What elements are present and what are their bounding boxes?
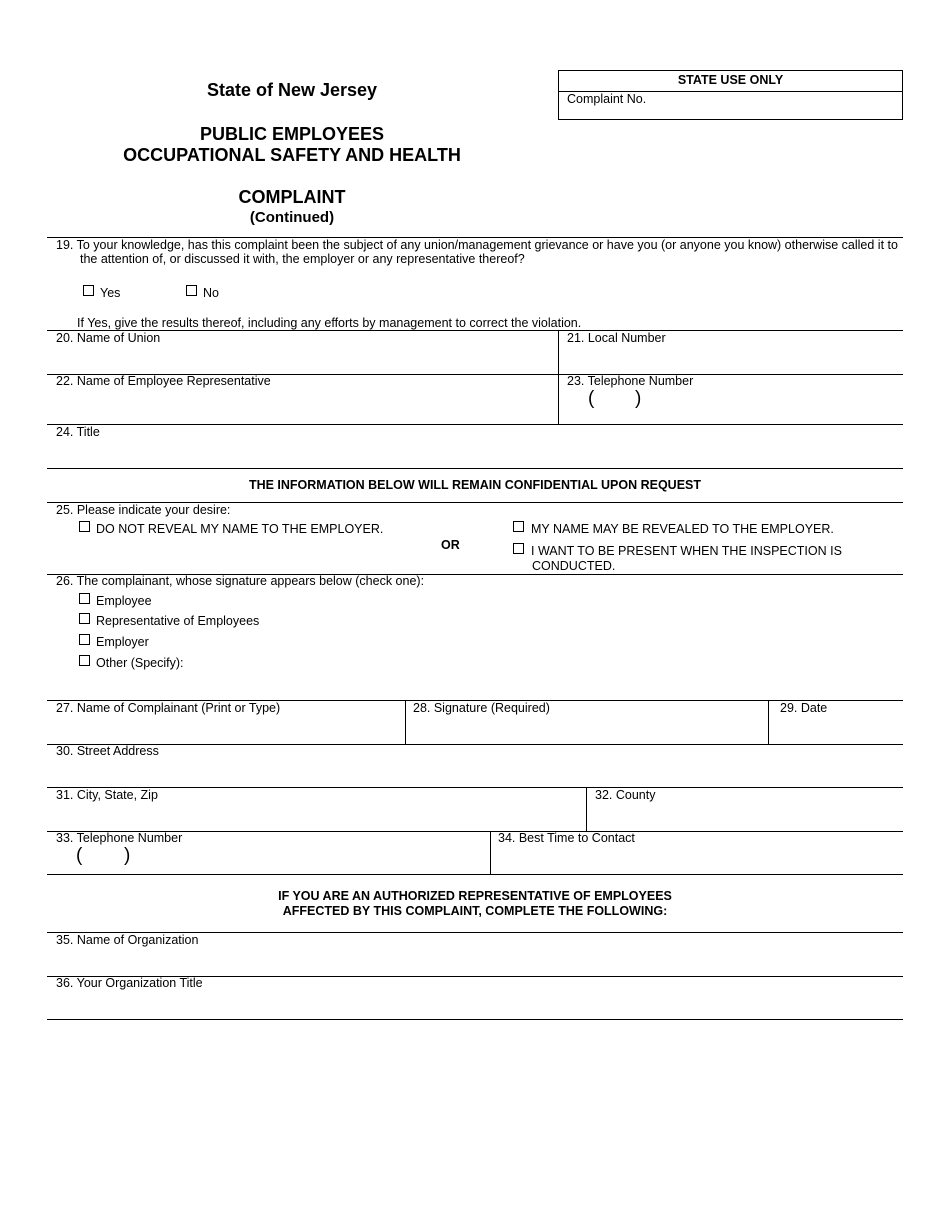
- divider: [47, 330, 903, 331]
- best-time-to-contact-field[interactable]: [492, 847, 902, 873]
- telephone-number-23-label: 23. Telephone Number: [567, 374, 694, 388]
- complainant-employee-checkbox[interactable]: [79, 593, 90, 604]
- divider: [47, 468, 903, 469]
- title-label: 24. Title: [56, 425, 100, 439]
- area-code-open-paren: (: [588, 388, 595, 409]
- divider: [490, 831, 491, 874]
- q25-label: 25. Please indicate your desire:: [56, 503, 231, 517]
- divider: [47, 744, 903, 745]
- date-label: 29. Date: [780, 701, 828, 715]
- do-not-reveal-name-label: DO NOT REVEAL MY NAME TO THE EMPLOYER.: [96, 522, 384, 536]
- best-time-to-contact-label: 34. Best Time to Contact: [498, 831, 635, 845]
- complainant-employee-label: Employee: [96, 594, 152, 608]
- complainant-name-field[interactable]: [48, 716, 403, 743]
- complainant-representative-label: Representative of Employees: [96, 614, 260, 628]
- agency-line-2: OCCUPATIONAL SAFETY AND HEALTH: [123, 145, 461, 165]
- form-subtitle: (Continued): [249, 209, 335, 226]
- local-number-label: 21. Local Number: [567, 331, 666, 345]
- q26-label: 26. The complainant, whose signature appears below (check one):: [56, 574, 425, 588]
- complainant-representative-checkbox[interactable]: [79, 613, 90, 624]
- name-may-be-revealed-label: MY NAME MAY BE REVEALED TO THE EMPLOYER.: [531, 522, 834, 536]
- employee-representative-label: 22. Name of Employee Representative: [56, 374, 271, 388]
- county-field[interactable]: [588, 803, 902, 830]
- complaint-no-field[interactable]: [650, 91, 900, 118]
- divider: [768, 700, 769, 744]
- state-name: State of New Jersey: [206, 80, 378, 100]
- divider: [47, 787, 903, 788]
- form-title: COMPLAINT: [238, 187, 346, 207]
- organization-name-field[interactable]: [48, 948, 902, 975]
- local-number-field[interactable]: [560, 346, 902, 373]
- divider: [405, 700, 406, 744]
- organization-title-label: 36. Your Organization Title: [56, 976, 203, 990]
- telephone-number-23-field[interactable]: [560, 390, 902, 422]
- street-address-field[interactable]: [48, 760, 902, 786]
- confidential-banner: THE INFORMATION BELOW WILL REMAIN CONFIDENTIAL UPON REQUEST: [248, 478, 702, 492]
- city-state-zip-field[interactable]: [48, 803, 584, 830]
- divider: [47, 424, 903, 425]
- name-may-be-revealed-checkbox[interactable]: [513, 521, 524, 532]
- title-field[interactable]: [48, 440, 902, 467]
- telephone-number-33-field[interactable]: [48, 847, 488, 873]
- area-code-open-paren: (: [76, 845, 83, 866]
- representative-banner-line2: AFFECTED BY THIS COMPLAINT, COMPLETE THE FOLLOWING:: [282, 904, 668, 918]
- telephone-number-33-label: 33. Telephone Number: [56, 831, 183, 845]
- present-at-inspection-checkbox[interactable]: [513, 543, 524, 554]
- city-state-zip-label: 31. City, State, Zip: [56, 788, 158, 802]
- name-of-union-field[interactable]: [48, 346, 556, 373]
- complainant-other-label: Other (Specify):: [96, 656, 184, 670]
- present-at-inspection-label-line2: CONDUCTED.: [532, 559, 616, 573]
- complainant-employer-label: Employer: [96, 635, 149, 649]
- representative-banner-line1: IF YOU ARE AN AUTHORIZED REPRESENTATIVE OF EMPLOYEES: [278, 889, 672, 903]
- divider: [47, 1019, 903, 1020]
- q19-text-line1: 19. To your knowledge, has this complaint been the subject of any union/management grievance or have you (or anyone you know) otherwise called it to: [56, 238, 898, 252]
- street-address-label: 30. Street Address: [56, 744, 159, 758]
- q19-text-line2: the attention of, or discussed it with, the employer or any representative thereof?: [80, 252, 525, 266]
- employee-representative-field[interactable]: [48, 390, 556, 422]
- complainant-other-specify-field[interactable]: [190, 653, 590, 671]
- q19-yes-checkbox[interactable]: [83, 285, 94, 296]
- q19-followup-text: If Yes, give the results thereof, including any efforts by management to correct the violation.: [77, 316, 582, 330]
- organization-name-label: 35. Name of Organization: [56, 933, 199, 947]
- q19-no-checkbox[interactable]: [186, 285, 197, 296]
- signature-field[interactable]: [407, 716, 766, 743]
- signature-label: 28. Signature (Required): [413, 701, 550, 715]
- county-label: 32. County: [595, 788, 656, 802]
- do-not-reveal-name-checkbox[interactable]: [79, 521, 90, 532]
- agency-line-1: PUBLIC EMPLOYEES: [199, 124, 385, 144]
- complainant-name-label: 27. Name of Complainant (Print or Type): [56, 701, 281, 715]
- q19-yes-label: Yes: [100, 286, 121, 300]
- q19-no-label: No: [203, 286, 219, 300]
- area-code-close-paren: ): [635, 388, 642, 409]
- organization-title-field[interactable]: [48, 992, 902, 1018]
- date-field[interactable]: [770, 716, 902, 743]
- state-use-only-title: STATE USE ONLY: [559, 71, 902, 92]
- present-at-inspection-label-line1: I WANT TO BE PRESENT WHEN THE INSPECTION IS: [531, 544, 842, 558]
- complainant-employer-checkbox[interactable]: [79, 634, 90, 645]
- or-label: OR: [441, 538, 460, 552]
- divider: [47, 874, 903, 875]
- name-of-union-label: 20. Name of Union: [56, 331, 161, 345]
- divider: [586, 787, 587, 831]
- divider: [558, 330, 559, 424]
- area-code-close-paren: ): [124, 845, 131, 866]
- complainant-other-checkbox[interactable]: [79, 655, 90, 666]
- complaint-no-label: Complaint No.: [567, 92, 647, 106]
